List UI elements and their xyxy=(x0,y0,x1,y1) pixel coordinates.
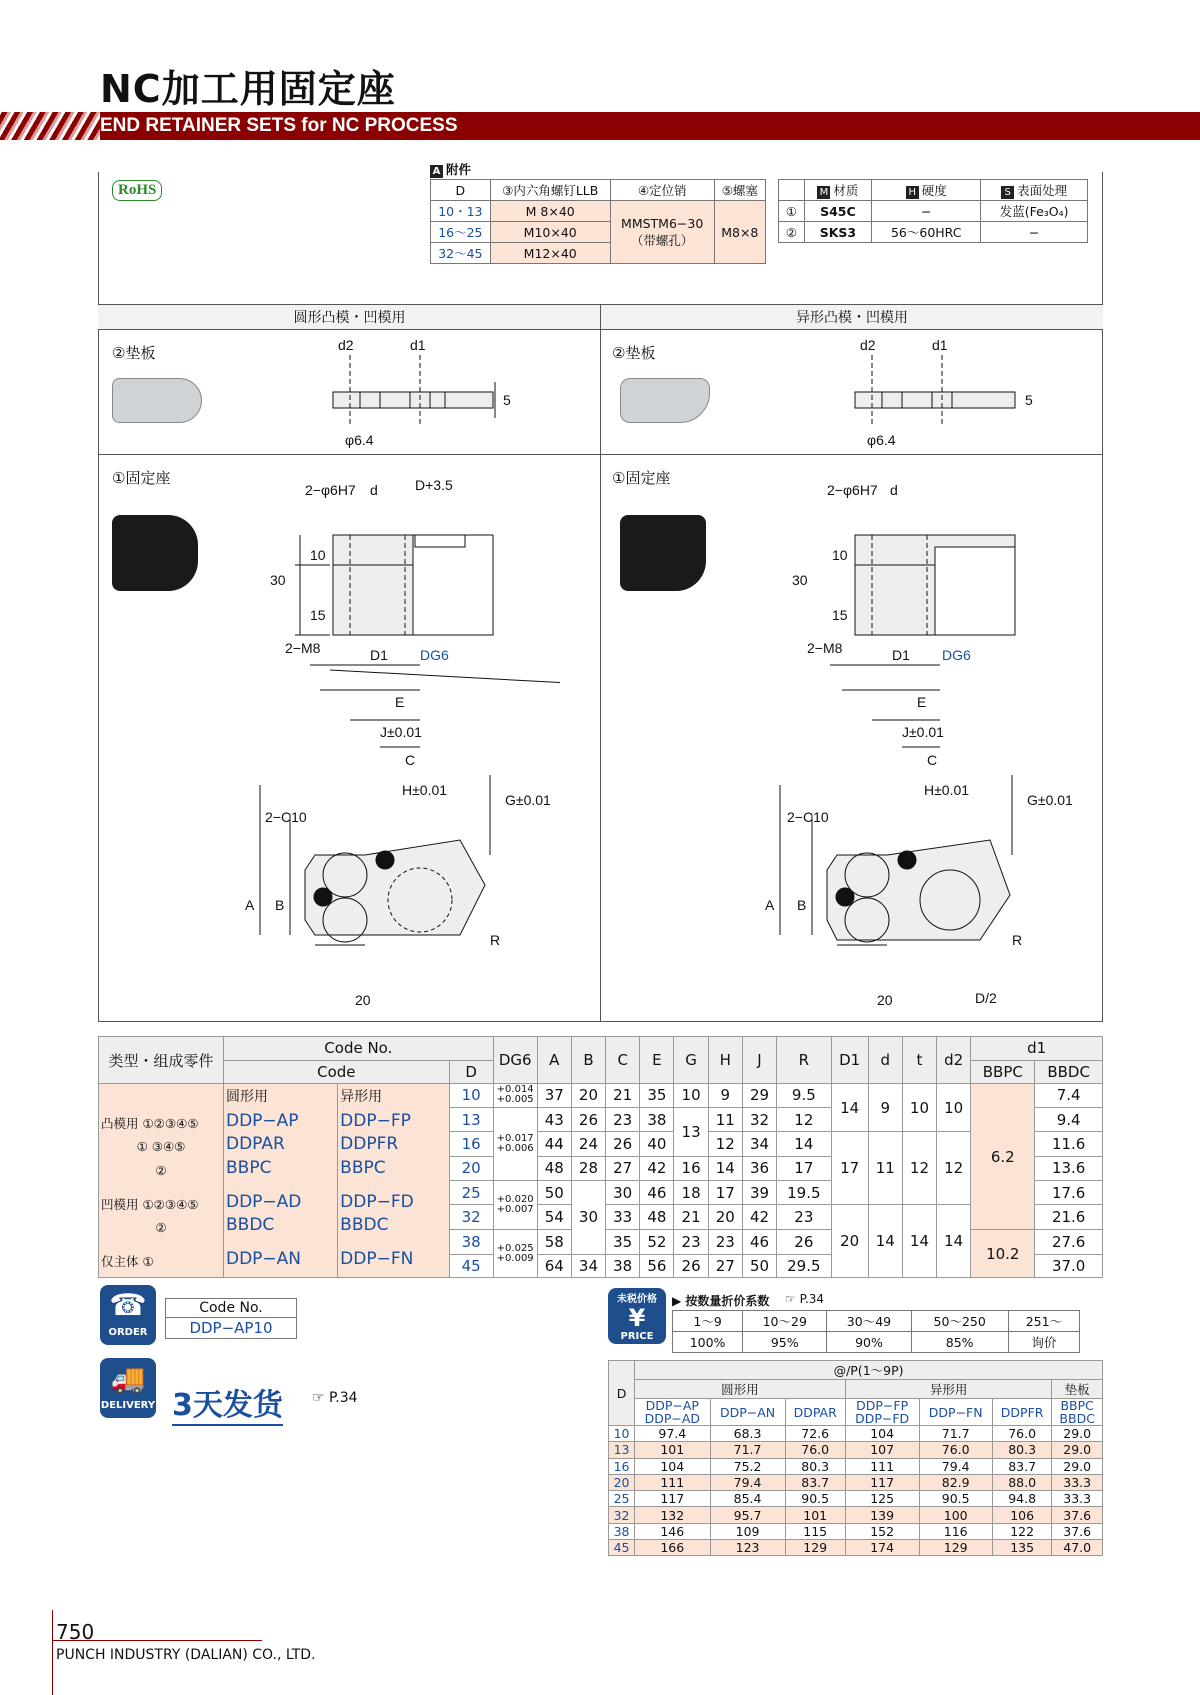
round-drawing xyxy=(220,335,560,1015)
svg-text:D+3.5: D+3.5 xyxy=(415,477,453,493)
delivery-icon: 🚚 DELIVERY xyxy=(100,1358,156,1418)
svg-text:D1: D1 xyxy=(892,647,910,663)
svg-text:2−C10: 2−C10 xyxy=(787,809,829,825)
plate-caption-right: ②垫板 xyxy=(612,344,656,362)
svg-text:G±0.01: G±0.01 xyxy=(505,792,551,808)
rohs-badge: RoHS xyxy=(112,180,162,201)
svg-text:5: 5 xyxy=(503,392,511,408)
svg-text:d: d xyxy=(890,482,898,498)
svg-text:H±0.01: H±0.01 xyxy=(924,782,970,798)
page-title: NC加工用固定座 xyxy=(100,67,396,111)
section-divider xyxy=(600,304,601,1022)
svg-text:R: R xyxy=(1012,932,1023,948)
svg-text:C: C xyxy=(405,752,416,768)
svg-text:d2: d2 xyxy=(338,337,354,353)
svg-text:20: 20 xyxy=(355,992,371,1008)
plate-photo-shaped xyxy=(620,378,710,423)
price-icon: 未税价格 ¥ PRICE xyxy=(608,1288,666,1344)
svg-text:30: 30 xyxy=(270,572,286,588)
shaped-drawing xyxy=(740,335,1080,1015)
svg-text:30: 30 xyxy=(792,572,808,588)
svg-text:10: 10 xyxy=(832,547,848,563)
material-table: M 材质 H 硬度 S 表面处理 ① S45C − 发蓝(Fe₃O₄) ② SKS3 56～60HRC − xyxy=(778,179,1088,243)
svg-text:E: E xyxy=(917,694,927,710)
delivery-days: 3天发货 xyxy=(172,1380,283,1426)
svg-text:E: E xyxy=(395,694,405,710)
svg-text:d2: d2 xyxy=(860,337,876,353)
svg-text:C: C xyxy=(927,752,938,768)
svg-text:2−M8: 2−M8 xyxy=(285,640,321,656)
svg-text:A: A xyxy=(245,897,255,913)
svg-text:20: 20 xyxy=(877,992,893,1008)
svg-text:2−C10: 2−C10 xyxy=(265,809,307,825)
svg-text:DG6: DG6 xyxy=(420,647,449,663)
svg-text:d: d xyxy=(370,482,378,498)
stripe-decoration xyxy=(0,112,100,140)
order-icon: ☎ ORDER xyxy=(100,1285,156,1345)
company-name: PUNCH INDUSTRY (DALIAN) CO., LTD. xyxy=(56,1647,316,1663)
svg-text:J±0.01: J±0.01 xyxy=(902,724,944,740)
page-number: 750 xyxy=(56,1620,95,1644)
svg-text:G±0.01: G±0.01 xyxy=(1027,792,1073,808)
base-caption-right: ①固定座 xyxy=(612,469,671,487)
accessory-label: A 附件 xyxy=(430,160,471,178)
spec-table: 类型・组成零件 Code No. DG6 A B C E G H J R D1 d t d2 d1 Code D BBPC BBDC 凸模用 ①②③④⑤ ① ③④⑤ ② 凹模用 ①②③④⑤ ② 仅主体 ① 圆形用 DDP−AP DDPAR BBPC DDP−AD BBDC DDP−AN 异形用 DDP−FP DDPFR BBPC DDP−FD BBDC DDP−FN 10 +0.014 +0.005 37 20 21 35 10 9 29 9.5 14 9 10 10 6.2 7.4 13 +0.017 +0.006 43 26 23 38 13 11 32 12 9.4 16 44 24 26 40 12 34 14 17 11 12 12 11.6 20 48 28 27 42 16 14 36 17 13.6 25 +0.020 +0.007 50 30 30 46 18 17 39 19.5 17.6 32 54 33 48 21 20 42 23 20 14 14 14 21.6 38 +0.025 +0.009 58 35 52 23 23 46 26 10.2 27.6 45 64 34 38 56 26 27 50 29.5 37.0 xyxy=(98,1036,1103,1278)
svg-text:10: 10 xyxy=(310,547,326,563)
svg-text:15: 15 xyxy=(310,607,326,623)
svg-text:B: B xyxy=(797,897,807,913)
discount-ref: ☞ P.34 xyxy=(785,1292,825,1306)
plate-photo xyxy=(112,378,202,423)
svg-text:H±0.01: H±0.01 xyxy=(402,782,448,798)
base-photo xyxy=(112,515,198,591)
accessory-table: D ③内六角螺钉LLB ④定位销 ⑤螺塞 10・13 M 8×40 MMSTM6−30 （带螺孔） M8×8 16～25 M10×40 32～45 M12×40 xyxy=(430,179,766,264)
svg-text:J±0.01: J±0.01 xyxy=(380,724,422,740)
discount-title: ▶ 按数量折价系数 xyxy=(672,1294,770,1308)
svg-text:15: 15 xyxy=(832,607,848,623)
svg-text:2−φ6H7: 2−φ6H7 xyxy=(305,482,356,498)
base-photo-shaped xyxy=(620,515,706,591)
svg-text:d1: d1 xyxy=(932,337,948,353)
svg-text:B: B xyxy=(275,897,285,913)
section-shaped: 异形凸模・凹模用 xyxy=(600,304,1103,330)
svg-text:2−M8: 2−M8 xyxy=(807,640,843,656)
price-table: D @/P(1～9P) 圆形用 异形用 垫板 DDP−AP DDP−AD DDP−AN DDPAR DDP−FP DDP−FD DDP−FN DDPFR BBPC BBDC 10 97.4 68.3 72.6 104 71.7 76.0 29.0 13 101 71.7 76.0 107 76.0 80.3 29.0 16 104 75.2 80.3 111 79.4 83.7 29.0 20 111 79.4 83.7 117 82.9 88.0 33.3 25 117 85.4 90.5 125 90.5 94.8 33.3 32 132 95.7 101 139 100 106 37.6 38 146 109 115 152 116 122 37.6 45 166 123 129 174 129 135 47.0 xyxy=(608,1360,1103,1556)
plate-caption: ②垫板 xyxy=(112,344,156,362)
svg-text:φ6.4: φ6.4 xyxy=(867,432,896,448)
svg-text:φ6.4: φ6.4 xyxy=(345,432,374,448)
svg-text:R: R xyxy=(490,932,501,948)
base-caption: ①固定座 xyxy=(112,469,171,487)
svg-text:DG6: DG6 xyxy=(942,647,971,663)
title-bar xyxy=(0,112,1200,140)
page-subtitle: END RETAINER SETS for NC PROCESS xyxy=(100,115,458,136)
svg-text:d1: d1 xyxy=(410,337,426,353)
section-round: 圆形凸模・凹模用 xyxy=(98,304,601,330)
svg-text:5: 5 xyxy=(1025,392,1033,408)
svg-text:D1: D1 xyxy=(370,647,388,663)
svg-text:D/2: D/2 xyxy=(975,990,997,1006)
delivery-ref: ☞ P.34 xyxy=(312,1390,358,1406)
order-code-box: Code No. DDP−AP10 xyxy=(165,1298,297,1339)
discount-table: 1～9 10～29 30～49 50～250 251～ 100% 95% 90% 85% 询价 xyxy=(672,1310,1080,1353)
svg-text:A: A xyxy=(765,897,775,913)
svg-text:2−φ6H7: 2−φ6H7 xyxy=(827,482,878,498)
footer-rule-v xyxy=(52,1610,53,1695)
